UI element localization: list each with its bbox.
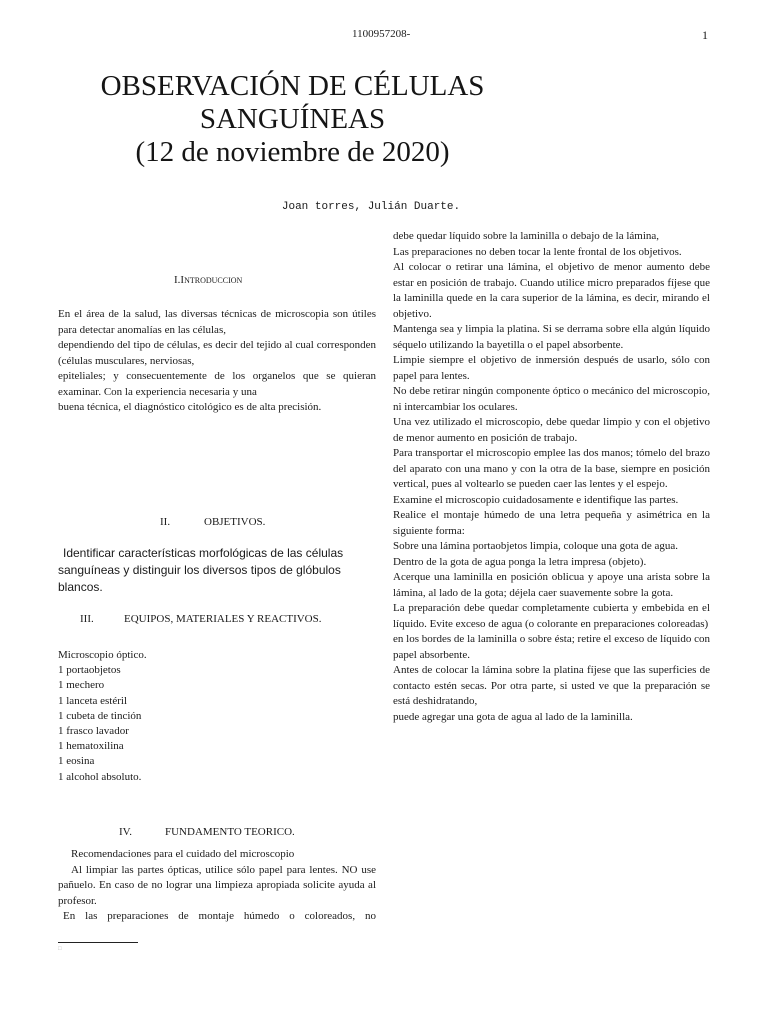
body-paragraph: debe quedar líquido sobre la laminilla o debajo de la lámina, (393, 230, 660, 242)
list-item: 1 alcohol absoluto. (58, 770, 142, 783)
section-number: III. (80, 613, 94, 625)
list-item: Microscopio óptico. (58, 649, 147, 661)
introduction-text (58, 307, 376, 416)
body-paragraph: La preparación debe quedar completamente cubierta y embebida en el líquido. Evite exceso de agua (o colorante en preparaciones coloreadas) (393, 602, 710, 630)
fundamento-text (58, 847, 376, 925)
materials-list (58, 648, 147, 785)
body-paragraph: Limpie siempre el objetivo de inmersión después de usarlo, sólo con papel para lentes. (393, 354, 710, 382)
footnote-marker-icon: □ (58, 946, 62, 952)
authors: Joan torres, Julián Duarte. (281, 201, 461, 213)
header-page-number: 1 (702, 28, 708, 42)
section-number: I. (174, 274, 181, 286)
section-heading-introduccion (174, 274, 242, 286)
footnote-separator (58, 942, 138, 943)
intro-paragraph: En el área de la salud, las diversas técnicas de microscopia son útiles para detectar anomalías en las células, (58, 308, 376, 336)
body-paragraph: Antes de colocar la lámina sobre la platina fíjese que las superficies de contacto estén secas. Por otra parte, si usted ve que la preparación se está deshidratando, (393, 664, 710, 707)
title-line-2: SANGUÍNEAS (199, 103, 386, 135)
body-paragraph: puede agregar una gota de agua al lado de la laminilla. (393, 710, 633, 723)
body-paragraph: Una vez utilizado el microscopio, debe quedar limpio y con el objetivo de menor aumento en posición de trabajo. (393, 416, 710, 444)
body-paragraph: Al colocar o retirar una lámina, el objetivo de menor aumento debe estar en posición de trabajo. Cuando utilice micro preparados fíjese que la laminilla quede en la cara superior de la lámina, es decir, mirando el objetivo. (393, 261, 710, 320)
header-document-code: 1100957208- (352, 28, 411, 40)
paper-title (40, 70, 545, 169)
fundamento-paragraph: En las preparaciones de montaje húmedo o coloreados, no (63, 910, 376, 922)
body-paragraph: Para transportar el microscopio emplee las dos manos; tómelo del brazo del aparato con una mano y con la otra de la base, siempre en posición vertical, pues al voltearlo se pueden caer las lentes y el espejo. (393, 447, 710, 490)
list-item: 1 hematoxilina (58, 740, 124, 753)
section-number: IV. (119, 826, 132, 838)
section-heading-fundamento (119, 826, 295, 838)
list-item: 1 eosina (58, 755, 95, 768)
body-paragraph: Dentro de la gota de agua ponga la letra impresa (objeto). (393, 555, 647, 568)
body-paragraph: Sobre una lámina portaobjetos limpia, coloque una gota de agua. (393, 540, 679, 552)
body-paragraph: Las preparaciones no deben tocar la lente frontal de los objetivos. (393, 245, 682, 258)
intro-paragraph: dependiendo del tipo de células, es decir del tejido al cual corresponden (células musculares, nerviosas, (58, 339, 376, 367)
body-paragraph: Examine el microscopio cuidadosamente e identifique las partes. (393, 493, 679, 506)
list-item: 1 frasco lavador (58, 725, 129, 738)
section-heading-objetivos (160, 516, 265, 528)
body-paragraph: Acerque una laminilla en posición oblicua y apoye una arista sobre la lámina, al lado de la gota; déjela caer suavemente sobre la gota. (393, 571, 710, 599)
body-paragraph: en los bordes de la laminilla o sobre ésta; retire el exceso de líquido con papel absorbente. (393, 633, 710, 661)
intro-paragraph: epiteliales; y consecuentemente de los organelos que se quieran examinar. Con la experiencia necesaria y una (58, 370, 376, 398)
intro-paragraph: buena técnica, el diagnóstico citológico es de alta precisión. (58, 401, 322, 413)
list-item: 1 mechero (58, 679, 105, 692)
right-column-text (393, 229, 710, 725)
body-paragraph: Mantenga sea y limpia la platina. Si se derrama sobre ella algún líquido séquelo utilizando la bayetilla o el papel absorbente. (393, 323, 710, 351)
fundamento-paragraph: Recomendaciones para el cuidado del microscopio (71, 848, 295, 860)
objectives-text (58, 545, 378, 596)
section-heading-equipos (80, 613, 322, 625)
list-item: 1 cubeta de tinción (58, 709, 142, 722)
list-item: 1 lanceta estéril (58, 694, 128, 707)
section-title: FUNDAMENTO TEORICO. (165, 826, 295, 838)
title-line-1: OBSERVACIÓN DE CÉLULAS (100, 70, 485, 102)
section-title: Introduccion (180, 274, 243, 286)
body-paragraph: Realice el montaje húmedo de una letra pequeña y asimétrica en la siguiente forma: (393, 509, 710, 537)
section-title: OBJETIVOS. (204, 516, 266, 528)
title-line-3: (12 de noviembre de 2020) (135, 136, 450, 168)
body-paragraph: No debe retirar ningún componente óptico o mecánico del microscopio, ni intercambiar los oculares. (393, 385, 710, 413)
section-number: II. (160, 516, 171, 528)
objective-statement: Identificar características morfológicas de las células sanguíneas y distinguir los diversos tipos de glóbulos blancos. (58, 546, 344, 594)
section-title: EQUIPOS, MATERIALES Y REACTIVOS. (124, 613, 322, 625)
list-item: 1 portaobjetos (58, 664, 121, 677)
fundamento-paragraph: Al limpiar las partes ópticas, utilice sólo papel para lentes. NO use pañuelo. En caso de no lograr una limpieza apropiada solicite ayuda al profesor. (58, 863, 376, 907)
